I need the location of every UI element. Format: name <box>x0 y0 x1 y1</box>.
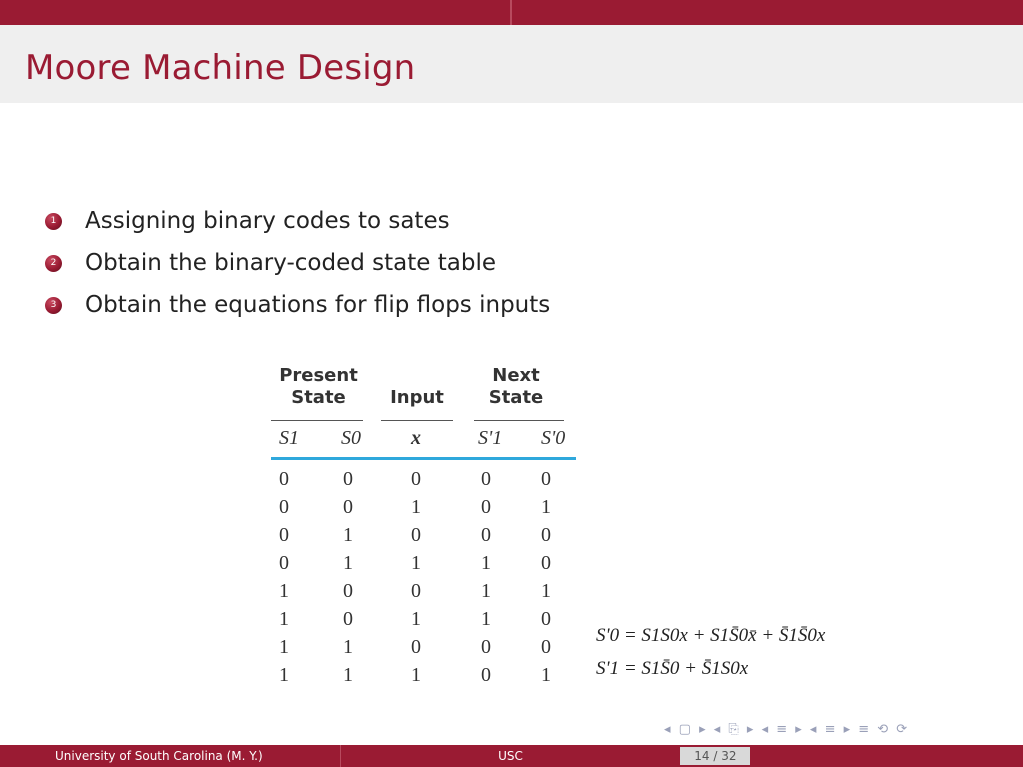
table-cell: 0 <box>343 496 353 518</box>
header-rule <box>271 457 576 460</box>
table-cell: 1 <box>481 580 491 602</box>
table-cell: 0 <box>279 496 289 518</box>
header-underline <box>381 420 453 421</box>
table-cell: 0 <box>411 524 421 546</box>
table-cell: 1 <box>411 664 421 686</box>
item-number-badge: 3 <box>45 297 62 314</box>
table-cell: 0 <box>279 552 289 574</box>
table-cell: 0 <box>411 468 421 490</box>
table-cell: 0 <box>343 580 353 602</box>
table-cell: 1 <box>541 580 551 602</box>
table-cell: 1 <box>411 608 421 630</box>
item-number-badge: 2 <box>45 255 62 272</box>
col-header-next-s1: S'1 <box>478 427 503 449</box>
col-header-x: x <box>411 427 421 449</box>
table-cell: 0 <box>541 636 551 658</box>
table-cell: 0 <box>481 468 491 490</box>
footer-page-box <box>680 745 1023 767</box>
col-header-s1: S1 <box>279 427 299 449</box>
table-cell: 1 <box>343 524 353 546</box>
table-cell: 1 <box>411 552 421 574</box>
table-cell: 1 <box>541 664 551 686</box>
footer <box>0 745 1023 767</box>
list-item <box>45 242 550 284</box>
item-number-badge: 1 <box>45 213 62 230</box>
table-cell: 1 <box>279 608 289 630</box>
list-item <box>45 200 550 242</box>
footer-institution: University of South Carolina (M. Y.) <box>0 745 340 767</box>
equation-s1-next: S'1 = S1S̄0 + S̄1S0x <box>596 658 749 679</box>
table-cell: 0 <box>541 608 551 630</box>
slide-title: Moore Machine Design <box>25 48 416 88</box>
next-state-header: Next State <box>488 365 544 408</box>
table-cell: 0 <box>343 608 353 630</box>
table-cell: 1 <box>481 552 491 574</box>
enumerated-list <box>45 200 550 326</box>
col-header-next-s0: S'0 <box>541 427 566 449</box>
table-cell: 1 <box>343 552 353 574</box>
table-cell: 0 <box>541 552 551 574</box>
top-bar-divider <box>510 0 512 25</box>
footer-center: USC <box>340 745 681 767</box>
table-cell: 1 <box>541 496 551 518</box>
header-underline <box>271 420 363 421</box>
table-cell: 0 <box>541 524 551 546</box>
table-cell: 1 <box>343 664 353 686</box>
equation-s0-next: S'0 = S1S0x + S1S̄0x̄ + S̄1S̄0x <box>596 625 826 646</box>
table-cell: 0 <box>411 580 421 602</box>
table-cell: 1 <box>411 496 421 518</box>
present-state-header: Present State <box>279 365 358 408</box>
table-cell: 0 <box>343 468 353 490</box>
table-cell: 0 <box>481 524 491 546</box>
table-cell: 0 <box>411 636 421 658</box>
beamer-navigation[interactable]: ◂ ▢ ▸ ◂ ⎘ ▸ ◂ ≡ ▸ ◂ ≡ ▸ ≡ ⟲ ⟳ <box>664 722 910 737</box>
table-cell: 0 <box>481 496 491 518</box>
table-cell: 1 <box>279 580 289 602</box>
header-underline <box>474 420 564 421</box>
table-cell: 0 <box>541 468 551 490</box>
table-cell: 1 <box>279 636 289 658</box>
col-header-s0: S0 <box>341 427 361 449</box>
page-number: 14 / 32 <box>680 747 750 765</box>
list-item-text: Assigning binary codes to sates <box>85 208 450 234</box>
table-cell: 0 <box>279 524 289 546</box>
list-item-text: Obtain the equations for flip flops inputs <box>85 292 551 318</box>
table-cell: 1 <box>481 608 491 630</box>
table-cell: 1 <box>279 664 289 686</box>
table-cell: 0 <box>481 636 491 658</box>
table-cell: 0 <box>481 664 491 686</box>
table-cell: 0 <box>279 468 289 490</box>
top-bar <box>0 0 1023 25</box>
table-cell: 1 <box>343 636 353 658</box>
list-item <box>45 284 550 326</box>
list-item-text: Obtain the binary-coded state table <box>85 250 496 276</box>
input-header: Input <box>390 387 444 408</box>
